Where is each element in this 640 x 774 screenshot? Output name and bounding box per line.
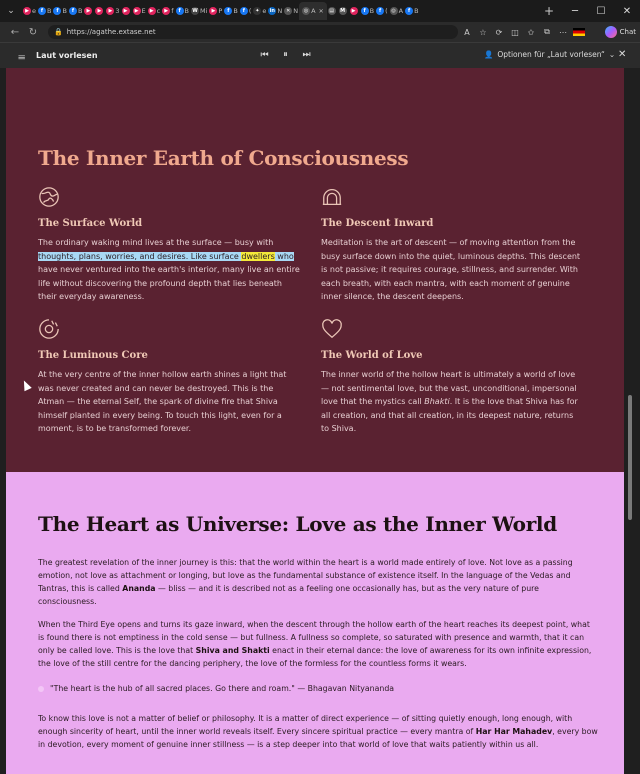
tab-favicon-icon: ▶	[95, 7, 103, 15]
back-icon[interactable]: ←	[10, 26, 20, 38]
browser-tab[interactable]	[22, 2, 37, 20]
tab-label: E	[141, 7, 146, 15]
read-aloud-label: Laut vorlesen	[36, 51, 98, 60]
quote-marker-icon	[38, 686, 44, 692]
tab-favicon-icon: ◎	[391, 8, 396, 14]
copilot-chat-button[interactable]	[605, 25, 636, 39]
card-text: At the very centre of the inner hollow earth shines a light that was never created and can never be destroyed. This is the Atman — the eternal Self, the spark of divine fire that Shiva himself planted in every being. To touch this light, even for a moment, is to be transformed forever.	[38, 370, 287, 433]
tab-label: N	[277, 7, 283, 15]
collections-icon[interactable]: ⧉	[544, 27, 550, 36]
browser-tab[interactable]	[239, 2, 253, 20]
tab-label: A	[311, 7, 316, 15]
tab-label: 3	[115, 7, 120, 15]
card-text-part: . It is the love that Shiva has for all creation, and that all creation, in its deepest nature, returns to Shiva.	[321, 397, 578, 433]
tab-favicon-icon: ▤	[329, 8, 334, 14]
tab-favicon-icon: ▶	[350, 7, 358, 15]
maximize-icon[interactable]: ☐	[596, 5, 606, 17]
tab-favicon-icon: W	[192, 8, 198, 14]
tab-favicon-icon: f	[361, 7, 369, 15]
browser-tab[interactable]	[132, 2, 147, 20]
tab-label: B	[47, 7, 52, 15]
tab-favicon-icon: f	[176, 7, 184, 15]
favorite-star-icon[interactable]: ☆	[479, 27, 487, 37]
tab-label: B	[62, 7, 67, 15]
paragraph-bold: Ananda	[122, 584, 156, 593]
browser-tab[interactable]	[267, 2, 283, 20]
close-window-icon[interactable]: ✕	[622, 5, 632, 17]
favorites-icon[interactable]: ✩	[527, 27, 535, 37]
browser-tab[interactable]	[208, 2, 223, 20]
tab-favicon-icon: f	[38, 7, 46, 15]
paragraph-part: , every bow in devotion, every moment of genuine inner stillness — is a step deeper into that world of love that waits patiently within us all.	[38, 727, 598, 749]
browser-tab[interactable]	[223, 2, 238, 20]
card-descent-inward	[321, 186, 583, 304]
tab-favicon-icon: ▶	[162, 7, 170, 15]
heart-icon	[321, 318, 343, 340]
tab-favicon-icon: ✦	[255, 8, 260, 14]
browser-tab[interactable]	[83, 2, 94, 20]
tab-favicon-icon: ▶	[209, 7, 217, 15]
browser-tab[interactable]	[252, 2, 267, 20]
tab-favicon-icon: ▶	[148, 7, 156, 15]
read-aloud-icon[interactable]: A	[464, 27, 470, 37]
tab-favicon-icon: ▶	[23, 7, 31, 15]
read-aloud-highlight: who	[274, 251, 294, 261]
tab-label: B	[369, 7, 375, 15]
tab-favicon-icon: f	[53, 7, 61, 15]
read-aloud-controls	[258, 48, 313, 62]
browser-tab[interactable]	[175, 2, 190, 20]
card-luminous-core	[38, 318, 300, 436]
tab-actions-menu-icon[interactable]: ⌄	[7, 6, 15, 16]
browser-tab[interactable]	[338, 2, 349, 20]
paragraph	[38, 618, 598, 670]
tab-label: Mi	[200, 7, 208, 15]
tab-label: A	[398, 7, 404, 15]
read-aloud-options-label: Optionen für „Laut vorlesen“	[497, 50, 605, 59]
quote-text: "The heart is the hub of all sacred places. Go there and roam." — Bhagavan Nityananda	[50, 684, 395, 693]
browser-tab[interactable]	[360, 2, 375, 20]
paragraph-part: The greatest revelation of the inner journey is this: that the world within the heart is a world made entirely of love. Not love as a passing emotion, not love as attachment or longing, but love as the fundamental substance of existence itself. In the language of the Vedas and Tantras, this is called	[38, 558, 573, 593]
toolbar-actions	[460, 22, 586, 42]
close-tab-icon[interactable]: ✕	[318, 7, 324, 15]
split-screen-icon[interactable]: ◫	[511, 27, 519, 37]
tab-label: (	[385, 7, 388, 15]
window-controls	[562, 0, 640, 22]
scrollbar-thumb[interactable]	[628, 395, 632, 520]
card-title: The World of Love	[321, 350, 423, 361]
globe-icon	[38, 186, 60, 208]
browser-tab[interactable]	[375, 2, 389, 20]
tab-list	[22, 0, 542, 22]
close-read-aloud-icon[interactable]: ✕	[618, 49, 627, 60]
tab-favicon-icon: M	[340, 8, 346, 14]
card-title: The Descent Inward	[321, 218, 434, 229]
extensions-icon[interactable]: ⟳	[495, 27, 503, 37]
paragraph-bold: Har Har Mahadev	[475, 727, 553, 736]
card-text-italic: Bhakti	[424, 397, 450, 406]
paragraph-part: To know this love is not a matter of belief or philosophy. It is a matter of direct experience — of sitting quietly enough, long enough, with enough sincerity of heart, until the inner world reveals itself. Every sincere spiritual practice — every mantra of	[38, 714, 573, 736]
section-title: The Inner Earth of Consciousness	[38, 146, 409, 170]
tab-label: B	[184, 7, 189, 15]
browser-tab[interactable]	[190, 2, 208, 20]
read-aloud-bar	[0, 42, 640, 68]
previous-icon[interactable]: ⏮	[260, 50, 269, 60]
browser-tab[interactable]	[161, 2, 174, 20]
more-icon[interactable]: ⋯	[559, 27, 567, 37]
current-word-highlight: dwellers	[241, 251, 275, 261]
browser-tab[interactable]	[37, 2, 52, 20]
read-aloud-bar-icon: 𝍢	[18, 52, 26, 62]
arch-icon	[321, 186, 343, 208]
minimize-icon[interactable]: ─	[571, 5, 579, 17]
tab-label: e	[32, 7, 36, 15]
browser-tab[interactable]	[404, 2, 419, 20]
tab-label: e	[262, 7, 267, 15]
tab-label: c	[156, 7, 161, 15]
card-title: The Luminous Core	[38, 350, 148, 361]
browser-tab[interactable]	[327, 2, 338, 20]
next-icon[interactable]: ⏭	[302, 50, 311, 60]
card-text-part: The inner world of the hollow heart is ultimately a world of love — not sentimental love, but the vast, unconditional, impersonal love that the mystics call	[321, 370, 577, 406]
card-text: Meditation is the art of descent — of moving attention from the busy surface down into the quiet, luminous depths. This descent is not passive; it requires courage, stillness, and surrender. With each breath, with each mantra, with each moment of genuine inner silence, the descent deepens.	[321, 238, 581, 301]
paragraph-part: enact in their eternal dance: the love of awareness for its own infinite expression, the love of the still centre for the dancing periphery, the love of the formless for the countless forms it wears.	[38, 646, 592, 668]
chevron-down-icon: ⌄	[608, 50, 616, 59]
tab-label: B	[233, 7, 238, 15]
pause-icon[interactable]: ⏸	[283, 50, 288, 60]
address-bar[interactable]	[48, 25, 458, 39]
tab-favicon-icon: ▶	[133, 7, 141, 15]
tab-label: (	[248, 7, 252, 15]
tab-favicon-icon: ▶	[106, 7, 114, 15]
section-title: The Heart as Universe: Love as the Inner World	[38, 512, 557, 536]
card-text	[321, 368, 583, 436]
browser-tab[interactable]	[299, 2, 326, 20]
card-surface-world	[38, 186, 300, 304]
browser-tab[interactable]	[52, 2, 67, 20]
refresh-icon[interactable]: ↻	[28, 26, 38, 38]
lock-icon: 🔒	[54, 28, 63, 36]
heart-universe-section	[6, 472, 624, 774]
tab-label: P	[218, 7, 223, 15]
card-title: The Surface World	[38, 218, 143, 229]
voice-options-icon: 👤	[484, 50, 494, 59]
card-text-part: have never ventured into the earth's interior, many live an entire life without discovering the profound depth that lies beneath their everyday awareness.	[38, 265, 300, 301]
tab-strip	[0, 0, 640, 22]
browser-tab[interactable]	[105, 2, 120, 20]
read-aloud-highlight: thoughts, plans, worries, and desires. Like surface	[38, 251, 242, 261]
browser-tab[interactable]	[389, 2, 404, 20]
tab-favicon-icon: f	[69, 7, 77, 15]
tab-favicon-icon: f	[224, 7, 232, 15]
chat-label: Chat	[619, 28, 636, 36]
paragraph-bold: Shiva and Shakti	[195, 646, 270, 655]
browser-tab[interactable]	[94, 2, 105, 20]
paragraph	[38, 556, 598, 608]
tab-label: N	[293, 7, 299, 15]
quote	[38, 684, 394, 693]
url-text: https://agathe.extase.net	[66, 28, 156, 36]
tab-favicon-icon: f	[376, 7, 384, 15]
browser-tab[interactable]	[68, 2, 83, 20]
tab-favicon-icon: f	[240, 7, 248, 15]
tab-label: B	[77, 7, 83, 15]
browser-toolbar	[0, 22, 640, 42]
tab-favicon-icon: ▶	[122, 7, 130, 15]
browser-tab[interactable]	[283, 2, 299, 20]
browser-tab[interactable]	[147, 2, 162, 20]
paragraph-part: When the Third Eye opens and turns its gaze inward, when the descent through the hollow earth of the heart reaches its deepest point, what is found there is not emptiness in the cold sense — but fullness. A fullness so complete, so saturated with presence and warmth, that it can only be called love. This is the love that	[38, 620, 590, 655]
tab-favicon-icon: f	[405, 7, 413, 15]
paragraph	[38, 712, 598, 751]
language-flag-icon[interactable]	[572, 22, 586, 42]
tab-favicon-icon: in	[269, 8, 275, 14]
paragraph-part: — bliss — and it is described not as a feeling one occasionally has, but as the very nature of pure consciousness.	[38, 584, 539, 606]
tab-favicon-icon: ✕	[286, 8, 291, 14]
tab-favicon-icon: ▶	[84, 7, 92, 15]
browser-tab[interactable]	[121, 2, 132, 20]
tab-label: f	[171, 7, 174, 15]
copilot-icon	[605, 26, 617, 38]
page-content	[6, 68, 624, 774]
browser-tab[interactable]	[349, 2, 360, 20]
core-icon	[38, 318, 60, 340]
card-text	[38, 236, 300, 304]
card-world-of-love	[321, 318, 583, 436]
read-aloud-options-button[interactable]	[484, 50, 615, 59]
inner-earth-section	[6, 68, 624, 472]
card-text-part: The ordinary waking mind lives at the surface — busy with	[38, 238, 274, 247]
new-tab-button[interactable]: +	[543, 4, 555, 18]
tab-favicon-icon: ◎	[303, 8, 309, 14]
tab-label: B	[414, 7, 419, 15]
